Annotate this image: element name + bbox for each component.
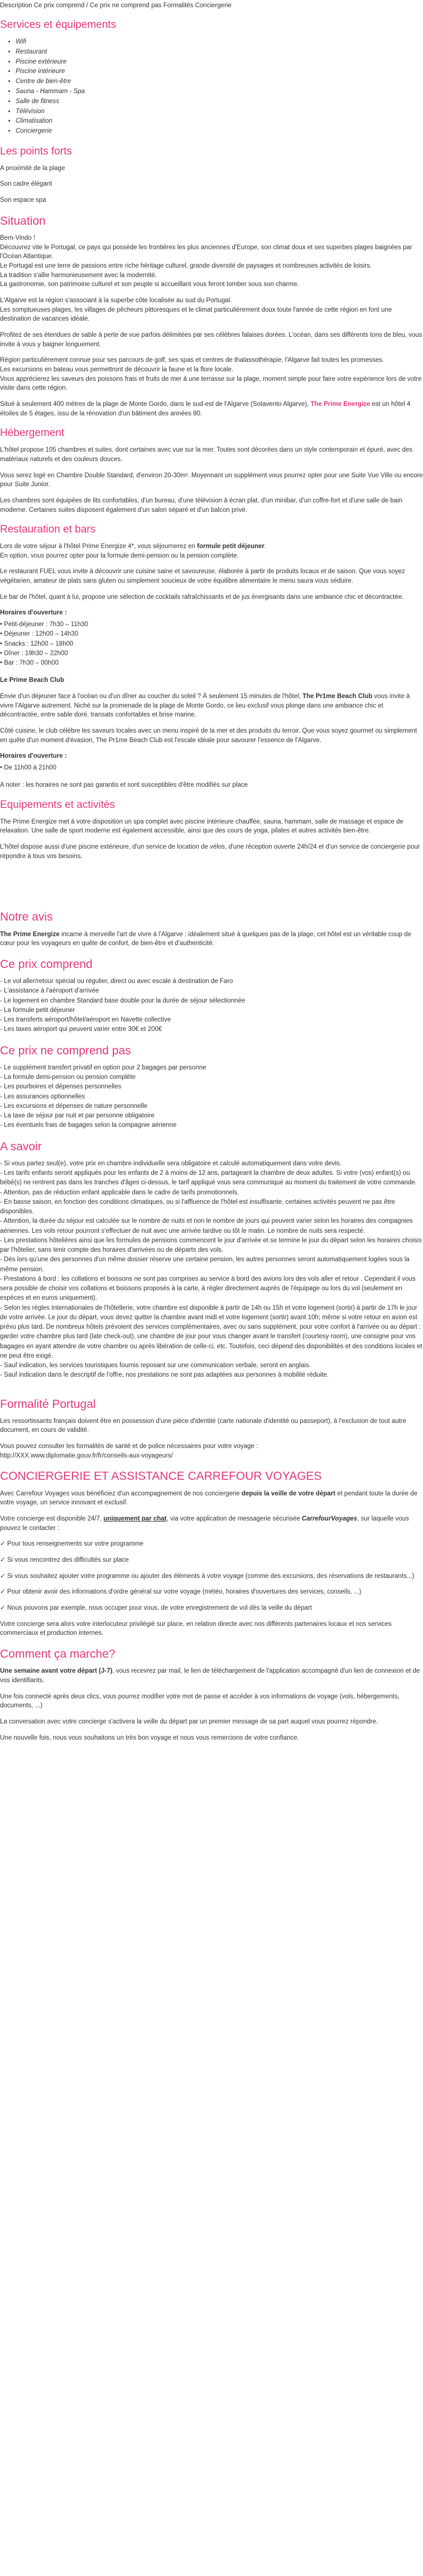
restauration-p3: Le bar de l'hôtel, quant à lui, propose une sélection de cocktails rafraîchissants et de jus énergisants dans une ambiance chic et décontractée.	[0, 593, 404, 601]
point-fort-item: Son cadre élégant	[0, 181, 52, 188]
conciergerie-p2-text: Votre concierge est disponible 24/7,	[0, 1515, 104, 1522]
beach-p1-text: Envie d'un déjeuner face à l'océan ou d'un dîner au coucher du soleil ? À seulement 15 minutes de l'hôtel,	[0, 693, 302, 700]
ne-comprend-item: - Les assurances optionnelles	[0, 1093, 85, 1100]
activites-p1: The Prime Energize met à votre disposition un spa complet avec piscine intérieure chauffée, sauna, hammam, salle de massage et espace de relaxation. Une salle de sport moderne est également accessible, ainsi que des cours de yoga, pilates et autres activités bien-être.	[0, 818, 403, 835]
situation-title: Situation	[0, 214, 46, 227]
a-savoir-item: - Si vous partez seul(e), votre prix en chambre individuelle sera obligatoire et calculé automatiquement dans votre devis.	[0, 1160, 342, 1167]
service-item: • Télévision	[16, 107, 423, 117]
a-savoir-item: - Sauf indication dans le descriptif de l'offre, nos prestations ne sont pas adaptées aux personnes à mobilité réduite.	[0, 1372, 329, 1379]
service-item: • Piscine intérieure	[16, 67, 423, 77]
conciergerie-app-name: CarrefourVoyages	[301, 1515, 358, 1522]
comment-title: Comment ça marche?	[0, 1648, 116, 1660]
conciergerie-p2-end: , sur laquelle vous pouvez le contacter :	[0, 1515, 409, 1532]
restauration-note: A noter : les horaires ne sont pas garantis et sont susceptibles d'être modifiés sur place	[0, 782, 248, 789]
a-savoir-item: - Les prestations hôtelières ainsi que les formules de pensions commencent le jour d'arrivée et se termine le jour du départ selon les horaires choisis par l'hôtelier, sans tenir compte des horaires d'arrivées ou de départs des vols.	[0, 1237, 422, 1254]
formalites-p1: Les ressortissants français doivent être en possession d'une pièce d'identité (carte nationale d'identité ou passeport), à l'exclusion de tout autre document, en cours de validité.	[0, 1417, 406, 1434]
activites-p2: L'hôtel dispose aussi d'une piscine extérieure, d'un service de location de vélos, d'une réception ouverte 24h/24 et d'un service de conciergerie pour répondre à tous vos besoins.	[0, 844, 420, 860]
hours-line: • Bar : 7h30 – 00h00	[0, 660, 59, 667]
service-item: • Conciergerie	[16, 127, 423, 137]
hours-line: • Déjeuner : 12h00 – 14h30	[0, 631, 79, 638]
comprend-item: - La formule petit déjeuner	[0, 1006, 75, 1014]
conciergerie-p1-end: et pendant toute la durée de votre voyage, un service innovant et exclusif.	[0, 1490, 418, 1507]
a-savoir-item: - Selon les règles Internationales de l'hôtellerie, votre chambre est disponible à partir de 14h ou 15h et votre logement (sortir) à partir de 17h le jour de votre arrivée. Le jour du départ, vous devez quitter la chambre avant midi et votre logement (sortir) avant 10h; même si votre retour en avion est prévu plus tard. De nombreux hôtels prévoient des services complémentaires, avec ou sans supplément, pour votre confort à l'arrivée ou au départ : garder votre chambre plus tard (late check-out), une chambre de jour pour vous changer avant le transfert (courtesy room), une consigne pour vos bagages en ayant attendre de votre chambre ou après libération de celle-ci, etc. Toutefois, ceci dépend des disponibilités et des conditions locales et ne peut être exigé.	[0, 1304, 422, 1359]
hebergement-paragraph: L'hôtel propose 105 chambres et suites, dont certaines avec vue sur la mer. Toutes sont décorées dans un style contemporain et épuré, avec des matériaux naturels et des couleurs douces.	[0, 447, 413, 463]
comprend-item: - Les taxes aéroport qui peuvent varier entre 30€ et 200€	[0, 1026, 162, 1033]
conciergerie-p2-mid: , via votre application de messagerie sécurisée	[166, 1515, 302, 1522]
a-savoir-item: - Prestations à bord : les collations et boissons ne sont pas comprises au service à bord des avions lors des vols aller et retour . Cependant il vous sera possible de choisir vos collations et boissons proposés à la carte, à régler directement auprès de l'équipage ou lors du vol (seulement en espèces et en euros uniquement).	[0, 1275, 416, 1302]
top-description: Description Ce prix comprend / Ce prix ne comprend pas Formalités Conciergerie	[0, 2, 232, 9]
situation-paragraph: Profitez de ses étendues de sable à perte de vue parfois délimitées par ses célèbres falaises dorées. L'océan, dans ses différents tons de bleu, vous invite à vous y baigner longuement.	[0, 332, 422, 348]
beach-club-p1	[0, 692, 423, 720]
hours-line: • Dîner : 19h30 – 22h00	[0, 650, 68, 657]
a-savoir-title: A savoir	[0, 1140, 42, 1153]
service-item: • Wifi	[16, 37, 423, 47]
formalites-title: Formalité Portugal	[0, 1397, 96, 1411]
point-fort-item: Son espace spa	[0, 197, 46, 204]
restauration-p1-text: Lors de votre séjour à l'hôtel Prime Energize 4*, vous séjournerez en	[0, 543, 198, 550]
restauration-title: Restauration et bars	[0, 524, 96, 536]
restauration-p1	[0, 542, 423, 560]
situation-final-text: Situé à seulement 400 mètres de la plage de Monte Gordo, dans le sud-est de l'Algarve (Sotavento Algarve),	[0, 401, 311, 408]
situation-final-text-end: est un hôtel 4 étoiles de 5 étages, issu de la rénovation d'un bâtiment des années 80.	[0, 401, 411, 417]
conciergerie-p1-text: Avec Carrefour Voyages vous bénéficiez d'un accompagnement de nos conciergerie	[0, 1490, 242, 1497]
beach-p1-bold: The Pr1me Beach Club	[302, 693, 373, 700]
situation-final-paragraph	[0, 400, 423, 418]
a-savoir-item: - Dès lors qu'une des personnes d'un même dossier réserve une certaine pension, les autres personnes seront automatiquement logées sous la même pension.	[0, 1256, 410, 1273]
hotel-name-link[interactable]: The Prime Energize	[310, 401, 371, 408]
conciergerie-title: CONCIERGERIE ET ASSISTANCE CARREFOUR VOYAGES	[0, 1470, 322, 1483]
conciergerie-check-item: ✓ Pour tous renseignements sur votre programme	[0, 1541, 143, 1548]
ne-comprend-item: - Les excursions et dépenses de nature personnelle	[0, 1102, 148, 1110]
conciergerie-check-item: ✓ Si vous rencontrez des difficultés sur place	[0, 1556, 129, 1563]
point-fort-item: A proximité de la plage	[0, 164, 65, 172]
conciergerie-p1-bold: depuis la veille de votre départ	[241, 1490, 335, 1497]
beach-club-title: Le Prime Beach Club	[0, 677, 65, 684]
comment-p2: Une fois connecté après deux clics, vous pourrez modifier votre mot de passe et accéder à vos informations de voyage (vols, hébergements, documents, ...)	[0, 1693, 400, 1710]
hours-line: • Petit-déjeuner : 7h30 – 11h30	[0, 621, 88, 628]
avis-title: Notre avis	[0, 911, 53, 924]
comprend-item: - Le logement en chambre Standard base double pour la durée de séjour sélectionnée	[0, 997, 246, 1004]
a-savoir-item: - En basse saison, en fonction des conditions climatiques, ou si l'affluence de l'hôtel est insuffisante, certaines activités peuvent ne pas être disponibles.	[0, 1198, 395, 1216]
service-item: • Climatisation	[16, 117, 423, 127]
ne-comprend-item: - La taxe de séjour par nuit et par personne obligatoire	[0, 1112, 155, 1120]
activites-title: Equipements et activités	[0, 798, 115, 811]
formalites-p2: Vous pouvez consulter les formalités de santé et de police nécessaires pour votre voyage : http://XXX.www.diplomatie.gouv.fr/fr/conseils-aux-voyageurs/	[0, 1443, 258, 1459]
avis-bold: The Prime Energize	[0, 931, 60, 938]
restauration-p1-end: . En option, vous pourrez opter pour la formule demi-pension ou la pension complète.	[0, 543, 267, 559]
services-list	[0, 37, 423, 137]
hours-line: • Snacks : 12h00 – 18h00	[0, 640, 74, 647]
services-title: Services et équipements	[0, 19, 117, 31]
hebergement-paragraph: Vous serez logé en Chambre Double Standard, d'environ 20-30m². Moyennant un supplément vous pourrez opter pour une Suite Vue Ville ou encore pour Suite Junior.	[0, 472, 423, 488]
a-savoir-item: - Attention, pas de réduction enfant applicable dans le cadre de tarifs promotionnels.	[0, 1189, 239, 1196]
beach-p1-end: vous invite à vivre l'Algarve autrement. Niché sur la promenade de la plage de Monte Gordo, ce lieu exclusif vous plonge dans une ambiance chic et décontractée, entre sable doré, transats confortables et brise marine.	[0, 693, 410, 719]
a-savoir-item: - Attention, la durée du séjour est calculée sur le nombre de nuits et non le nombre de jours qui peuvent varier selon les horaires des compagnies aériennes. Les vols retour pourront s'effectuer de nuit avec une arrivée tardive ou tôt le matin. Le nombre de nuits sera respecté.	[0, 1218, 413, 1234]
comment-p1	[0, 1667, 423, 1685]
conciergerie-p2-bold: uniquement par chat	[103, 1515, 167, 1522]
comment-p1-text: , vous recevrez par mail, le lien de téléchargement de l'application accompagné d'un lien de connexion et de vos identifiants.	[0, 1668, 420, 1684]
conciergerie-check-item: ✓ Si vous souhaitez ajouter votre programme ou ajouter des éléments à votre voyage (comme des excursions, des réservations de restaurants...)	[0, 1572, 415, 1580]
situation-paragraph: Bem-Vindo ! Découvrez vite le Portugal, ce pays qui possède les frontières les plus anciennes d'Europe, son climat doux et ses superbes plages baignées par l'Océan Atlantique. Le Portugal est une terre de passions entre riche héritage culturel, grande diversité de paysages et nombreuses activités de loisirs. La tradition s'allie harmonieusement avec la modernité. La gastronomie, son patrimoine culturel et son peuple si accueillant vous feront tomber sous son charme.	[0, 235, 412, 288]
hebergement-paragraph: Les chambres sont équipées de lits confortables, d'un bureau, d'une télévision à écran plat, d'un minibar, d'un coffre-fort et d'une salle de bain moderne. Certaines suites disposent également d'un salon séparé et d'un balcon privé.	[0, 497, 403, 514]
ne-comprend-title: Ce prix ne comprend pas	[0, 1044, 131, 1057]
comprend-item: - Les transferts aéroport/hôtel/aéroport en Navette collective	[0, 1016, 171, 1024]
conciergerie-check-item: ✓ Nous pouvons par exemple, nous occuper pour vous, de votre enregistrement de vol dès la veille du départ	[0, 1604, 312, 1611]
restauration-p1-bold: formule petit déjeuner	[197, 543, 265, 550]
points-forts-title: Les points forts	[0, 146, 72, 158]
beach-hours-line: • De 11h00 à 21h00	[0, 764, 57, 772]
conciergerie-p1	[0, 1489, 423, 1508]
restauration-p2: Le restaurant FUEL vous invite à découvrir une cuisine saine et savoureuse, élaborée à partir de produits locaux et de saison. Que vous soyez végétarien, amateur de plats sans gluten ou simplement soucieux de votre équilibre alimentaire le menu saura vous séduire.	[0, 568, 405, 585]
comment-p3: La conversation avec votre concierge s'activera la veille du départ par un premier message de sa part auquel vous pourrez répondre.	[0, 1718, 378, 1725]
comment-p1-bold: Une semaine avant votre départ (J-7)	[0, 1668, 113, 1675]
comment-p4: Une nouvelle fois, nous vous souhaitons un très bon voyage et nous vous remercions de votre confiance.	[0, 1734, 299, 1741]
service-item: • Centre de bien-être	[16, 77, 423, 87]
avis-text: incarne à merveille l'art de vivre à l'Algarve : idéalement situé à quelques pas de la plage, cet hôtel est un véritable coup de cœur pour les voyageurs en quête de confort, de bien-être et d'authenticité.	[0, 931, 411, 947]
hebergement-title: Hébergement	[0, 427, 65, 439]
conciergerie-check-item: ✓ Pour obtenir avoir des informations d'ordre général sur votre voyage (météo, horaires d'ouvertures des services, conseils, ...)	[0, 1589, 362, 1596]
ne-comprend-item: - Les éventuels frais de bagages selon la compagnie aérienne	[0, 1122, 177, 1129]
situation-paragraph: L'Algarve est la région s'associant à la superbe côte localisée au sud du Portugal. Les somptueuses plages, les villages de pêcheurs pittoresques et le climat particulièrement doux toute l'année de cette région en font une destination de vacances idéale.	[0, 297, 392, 323]
avis-paragraph	[0, 930, 423, 948]
conciergerie-p3: Votre concierge sera alors votre interlocuteur privilégié sur place, en relation directe avec nos différents partenaires locaux et nos services commerciaux et production internes.	[0, 1620, 392, 1637]
beach-hours-title: Horaires d'ouverture :	[0, 753, 67, 760]
service-item: • Salle de fitness	[16, 97, 423, 107]
service-item: • Sauna - Hammam - Spa	[16, 87, 423, 97]
conciergerie-p2	[0, 1514, 423, 1533]
ne-comprend-item: - La formule demi-pension ou pension complète	[0, 1074, 136, 1081]
a-savoir-item: - Les tarifs enfants seront appliqués pour les enfants de 2 à moins de 12 ans, partageant la chambre de deux adultes. Si votre (vos) enfant(s) ou bébé(s) ne rentrent pas dans les tranches d'âges ci-dessus, le tarif appliqué vous sera communiqué au moment du traitement de votre commande.	[0, 1170, 417, 1187]
comprend-item: - Le vol aller/retour spécial ou régulier, direct ou avec escale à destination de Faro	[0, 978, 233, 985]
service-item: • Piscine extérieure	[16, 57, 423, 67]
ne-comprend-item: - Le supplément transfert privatif en option pour 2 bagages par personne	[0, 1064, 206, 1071]
situation-paragraph: Région particulièrement connue pour ses parcours de golf, ses spas et centres de thalassothérapie, l'Algarve fait toutes les promesses. Les excursions en bateau vous permettront de découvrir la faune et la flore locale. Vous apprécierez les saveurs des poissons frais et fruits de mer à une terrasse sur la plage, moment simple pour faire votre expérience lors de votre visite dans cette région.	[0, 357, 422, 392]
comprend-title: Ce prix comprend	[0, 957, 93, 971]
comprend-item: - L'assistance à l'aéroport d'arrivée	[0, 987, 99, 995]
a-savoir-item: - Sauf indication, les services touristiques fournis reposant sur une communication verbale, seront en anglais.	[0, 1362, 311, 1369]
beach-club-p2: Côté cuisine, le club célèbre les saveurs locales avec un menu inspiré de la mer et des produits du terroir. Que vous soyez gourmet ou simplement en quête d'un moment d'évasion, The Pr1me Beach Club est l'escale idéale pour savourer l'essence de l'Algarve.	[0, 728, 417, 744]
service-item: • Restaurant	[16, 47, 423, 57]
restauration-hours-title: Horaires d'ouverture :	[0, 609, 67, 617]
ne-comprend-item: - Les pourboires et dépenses personnelles	[0, 1083, 122, 1091]
